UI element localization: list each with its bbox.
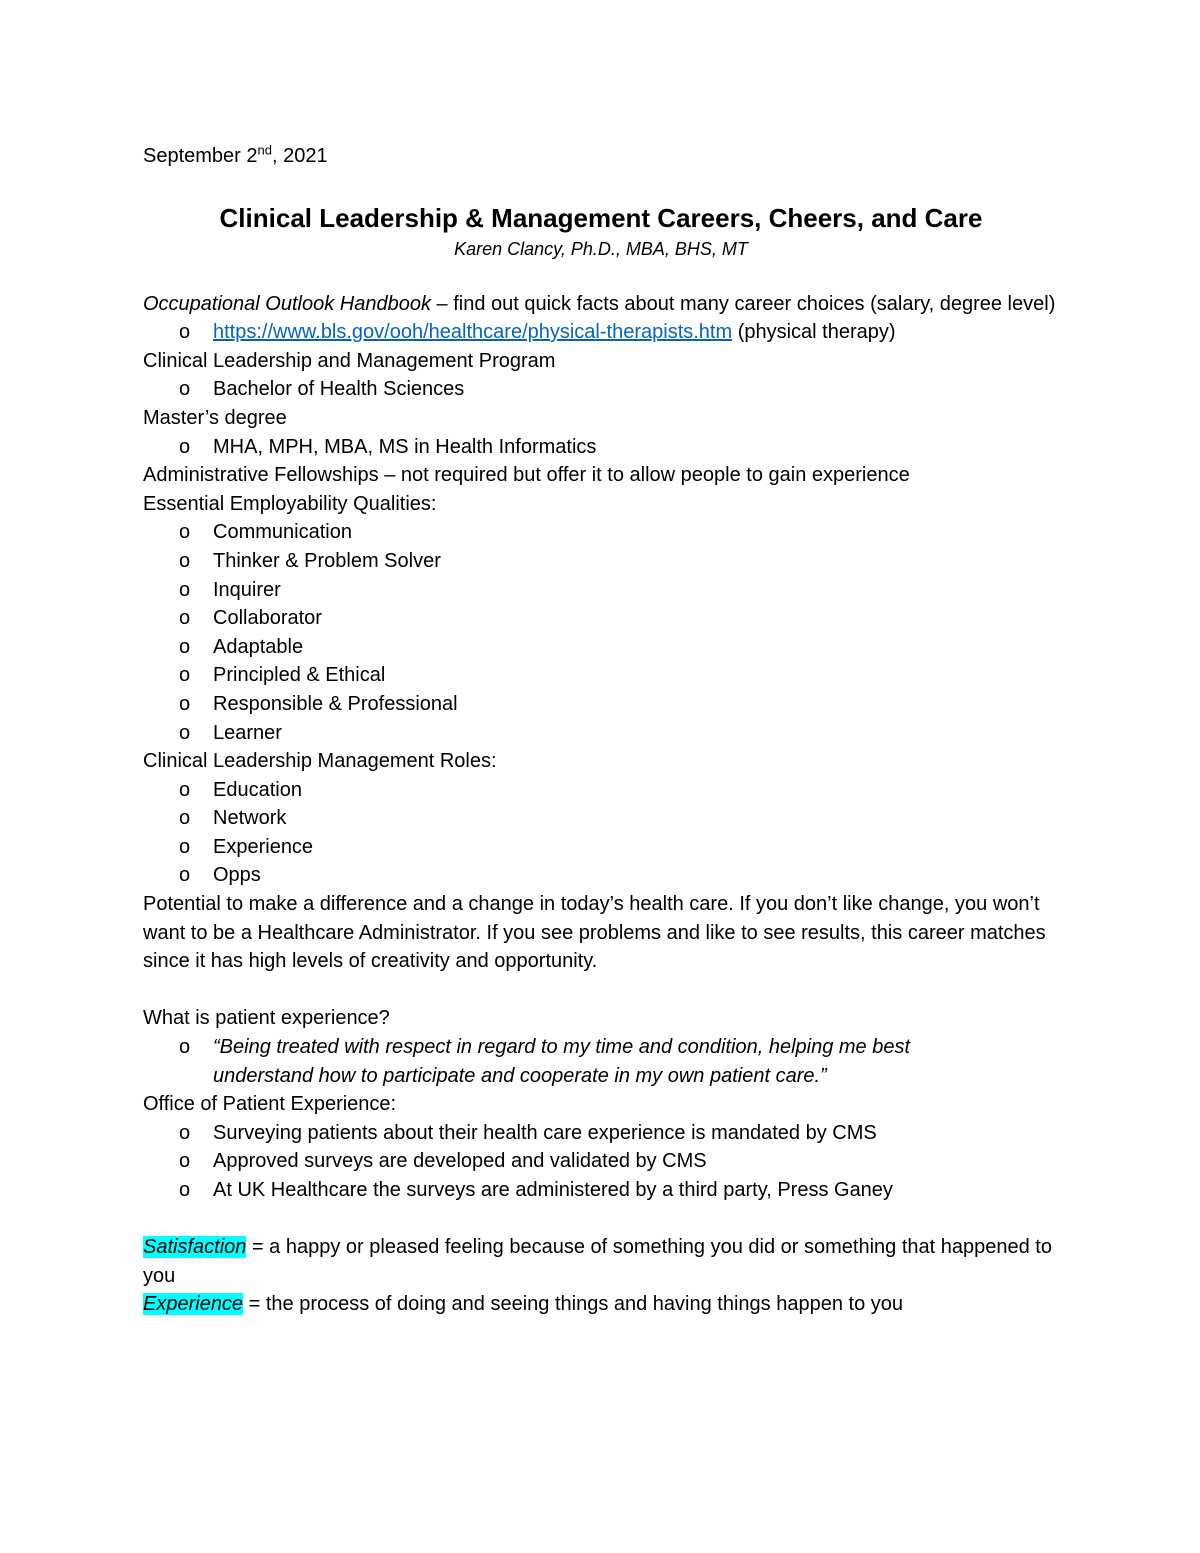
bullet-icon: o xyxy=(179,607,191,630)
satisfaction-definition: Satisfaction = a happy or pleased feeling because of something you did or something that happened to you xyxy=(143,1236,1052,1287)
bullet-icon: o xyxy=(179,1121,191,1144)
list-item: o Approved surveys are developed and validated by CMS xyxy=(143,1147,1073,1176)
outlook-source: Occupational Outlook Handbook xyxy=(143,292,431,315)
patient-quote: “Being treated with respect in regard to my time and condition, helping me best understand how to participate and cooperate in my own patient care.” xyxy=(213,1036,911,1087)
list-item: o Education xyxy=(143,776,1073,805)
document-title: Clinical Leadership & Management Careers, Cheers, and Care xyxy=(219,202,983,233)
bullet-icon: o xyxy=(179,1150,191,1173)
list-item: o Thinker & Problem Solver xyxy=(143,547,1073,576)
masters-heading: Master’s degree xyxy=(143,406,287,429)
experience-term: Experience xyxy=(143,1293,244,1316)
document-date: September 2nd, 2021 xyxy=(143,142,328,167)
list-item: o Collaborator xyxy=(143,604,1073,633)
bullet-icon: o xyxy=(179,778,191,801)
roles-heading: Clinical Leadership Management Roles: xyxy=(143,750,497,773)
bullet-icon: o xyxy=(179,378,191,401)
bullet-icon: o xyxy=(179,835,191,858)
bullet-icon: o xyxy=(179,664,191,687)
paragraph-spacer xyxy=(143,1205,1073,1234)
date-ordinal-suffix: nd xyxy=(257,142,272,158)
list-item: o Responsible & Professional xyxy=(143,690,1073,719)
bullet-icon: o xyxy=(179,635,191,658)
list-item: o Learner xyxy=(143,719,1073,748)
list-item: o MHA, MPH, MBA, MS in Health Informatics xyxy=(143,433,1073,462)
bullet-icon: o xyxy=(179,721,191,744)
satisfaction-term: Satisfaction xyxy=(143,1236,247,1259)
fellowships-line: Administrative Fellowships – not required but offer it to allow people to gain experience xyxy=(143,464,910,487)
program-heading: Clinical Leadership and Management Program xyxy=(143,349,556,372)
bullet-icon: o xyxy=(179,578,191,601)
bullet-icon: o xyxy=(179,435,191,458)
potential-paragraph: Potential to make a difference and a change in today’s health care. If you don’t like change, you won’t want to be a Healthcare Administrator. If you see problems and like to see results, this career matches since it has high levels of creativity and opportunity. xyxy=(143,893,1046,973)
bullet-icon: o xyxy=(179,807,191,830)
bullet-icon: o xyxy=(179,1036,191,1059)
list-item: o Opps xyxy=(143,861,1073,890)
bls-link[interactable]: https://www.bls.gov/ooh/healthcare/physical-therapists.htm xyxy=(213,321,733,344)
list-item: o Experience xyxy=(143,833,1073,862)
outlook-paragraph: Occupational Outlook Handbook – find out quick facts about many career choices (salary, degree level) xyxy=(143,292,1056,315)
bullet-icon: o xyxy=(179,1179,191,1201)
list-item: o Surveying patients about their health care experience is mandated by CMS xyxy=(143,1119,1073,1148)
list-item: o Communication xyxy=(143,518,1073,547)
paragraph-spacer xyxy=(143,976,1073,1005)
experience-definition: Experience = the process of doing and seeing things and having things happen to you xyxy=(143,1293,903,1316)
patient-experience-question: What is patient experience? xyxy=(143,1007,390,1030)
list-item: o Inquirer xyxy=(143,576,1073,605)
bullet-icon: o xyxy=(179,864,191,887)
list-item: o Bachelor of Health Sciences xyxy=(143,375,1073,404)
list-item: o At UK Healthcare the surveys are administered by a third party, Press Ganey xyxy=(143,1176,1073,1205)
bullet-icon: o xyxy=(179,549,191,572)
qualities-heading: Essential Employability Qualities: xyxy=(143,492,437,515)
list-item xyxy=(143,1033,993,1090)
document-body xyxy=(143,142,1073,1319)
bullet-icon: o xyxy=(179,321,191,344)
document-author: Karen Clancy, Ph.D., MBA, BHS, MT xyxy=(454,238,748,259)
bullet-icon: o xyxy=(179,692,191,715)
list-item: o Adaptable xyxy=(143,633,1073,662)
office-heading: Office of Patient Experience: xyxy=(143,1093,397,1116)
list-item: o https://www.bls.gov/ooh/healthcare/physical-therapists.htm (physical therapy) xyxy=(143,318,1073,347)
list-item: o Principled & Ethical xyxy=(143,661,1073,690)
list-item: o Network xyxy=(143,804,1073,833)
bullet-icon: o xyxy=(179,521,191,544)
